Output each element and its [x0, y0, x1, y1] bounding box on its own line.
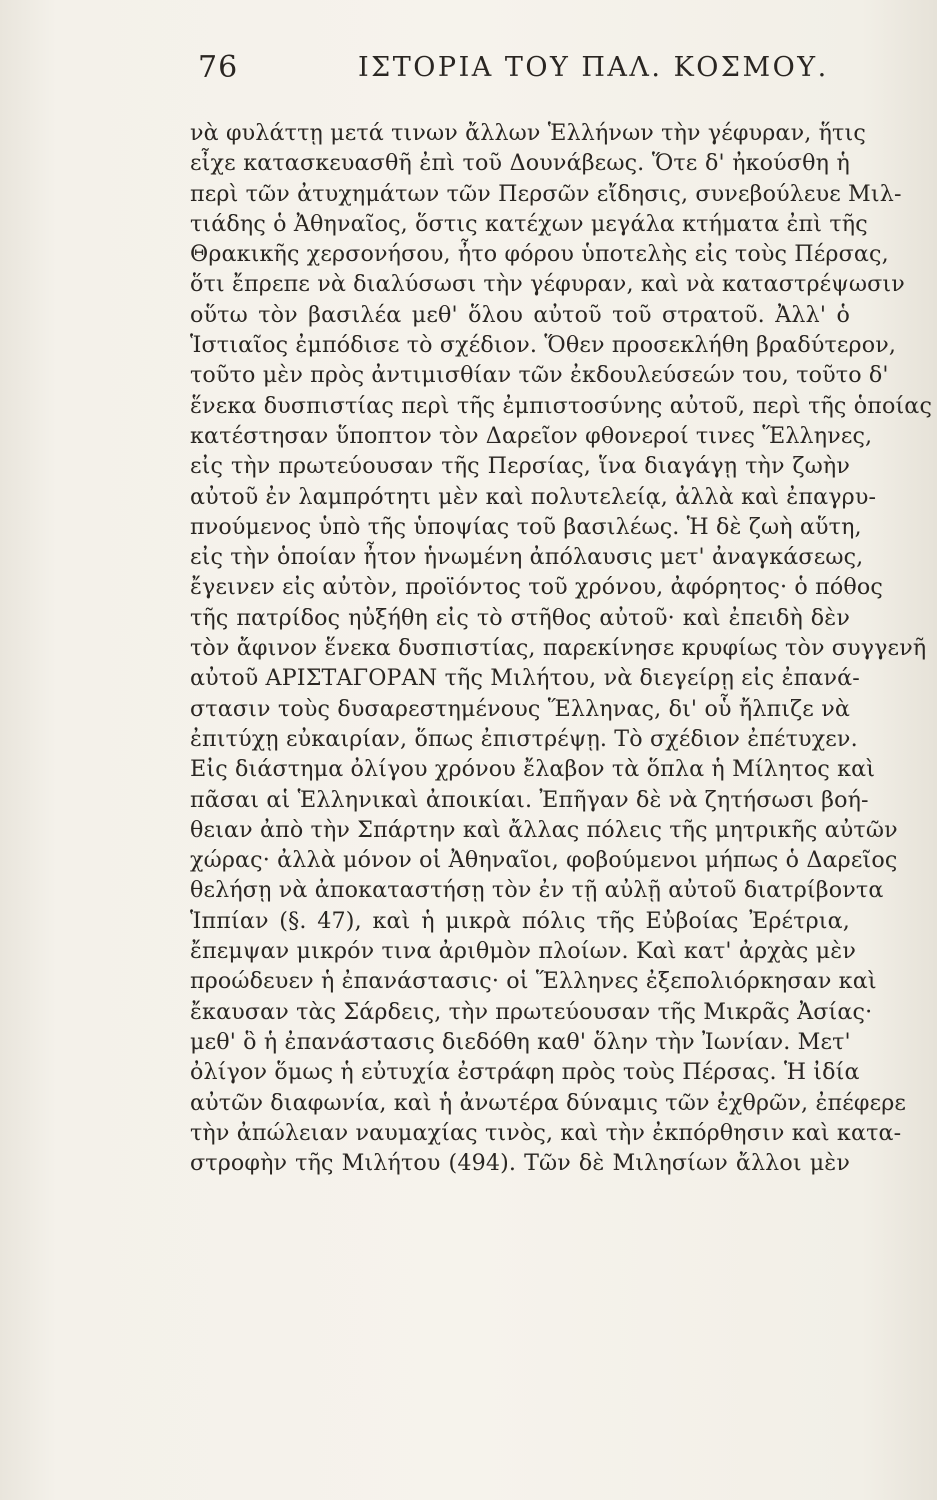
text-line: αὐτοῦ ἐν λαμπρότητι μὲν καὶ πολυτελείᾳ, ἀλλὰ καὶ ἐπαγρυ-	[190, 483, 877, 510]
text-line: πᾶσαι αἱ Ἑλληνικαὶ ἀποικίαι. Ἐπῆγαν δὲ νὰ ζητήσωσι βοή-	[190, 786, 869, 813]
text-line: κατέστησαν ὕποπτον τὸν Δαρεῖον φθονεροί τινες Ἕλληνες,	[190, 422, 873, 449]
text-line: πνούμενος ὑπὸ τῆς ὑποψίας τοῦ βασιλέως. Ἡ δὲ ζωὴ αὕτη,	[190, 513, 862, 540]
text-line: ἐπιτύχῃ εὐκαιρίαν, ὅπως ἐπιστρέψῃ. Τὸ σχέδιον ἐπέτυχεν.	[190, 725, 858, 752]
text-line: θελήσῃ νὰ ἀποκαταστήσῃ τὸν ἐν τῇ αὐλῇ αὐτοῦ διατρίβοντα	[190, 877, 884, 904]
text-line: Ἱστιαῖος ἐμπόδισε τὸ σχέδιον. Ὅθεν προσεκλήθη βραδύτερον,	[190, 332, 897, 359]
text-line: οὕτω τὸν βασιλέα μεθ' ὅλου αὐτοῦ τοῦ στρατοῦ. Ἀλλ' ὁ	[190, 301, 850, 328]
text-line: ἔγεινεν εἰς αὐτὸν, προϊόντος τοῦ χρόνου, ἀφόρητος· ὁ πόθος	[190, 574, 883, 601]
text-line: Ἱππίαν (§. 47), καὶ ἡ μικρὰ πόλις τῆς Εὐβοίας Ἐρέτρια,	[190, 907, 850, 934]
text-line: ἔκαυσαν τὰς Σάρδεις, τὴν πρωτεύουσαν τῆς Μικρᾶς Ἀσίας·	[190, 998, 873, 1025]
text-line: θειαν ἀπὸ τὴν Σπάρτην καὶ ἄλλας πόλεις τῆς μητρικῆς αὐτῶν	[190, 816, 898, 843]
text-line: τῆς πατρίδος ηὐξήθη εἰς τὸ στῆθος αὐτοῦ· καὶ ἐπειδὴ δὲν	[190, 604, 850, 631]
text-line: ὅτι ἔπρεπε νὰ διαλύσωσι τὴν γέφυραν, καὶ νὰ καταστρέψωσιν	[190, 271, 905, 298]
text-line: Θρακικῆς χερσονήσου, ἦτο φόρου ὑποτελὴς εἰς τοὺς Πέρσας,	[190, 241, 889, 268]
page-header	[0, 50, 937, 100]
text-line: στροφὴν τῆς Μιλήτου (494). Τῶν δὲ Μιλησίων ἄλλοι μὲν	[190, 1150, 850, 1177]
text-line: στασιν τοὺς δυσαρεστημένους Ἕλληνας, δι' οὗ ἤλπιζε νὰ	[190, 695, 850, 722]
text-line: εἰς τὴν ὁποίαν ἦτον ἡνωμένη ἀπόλαυσις μετ' ἀναγκάσεως,	[190, 544, 864, 571]
text-line: περὶ τῶν ἀτυχημάτων τῶν Περσῶν εἴδησις, συνεβούλευε Μιλ-	[190, 180, 902, 207]
text-line: νὰ φυλάττῃ μετά τινων ἄλλων Ἑλλήνων τὴν γέφυραν, ἥτις	[190, 120, 866, 146]
text-line: τοῦτο μὲν πρὸς ἀντιμισθίαν τῶν ἐκδουλεύσεών του, τοῦτο δ'	[190, 362, 889, 389]
text-line: ἕνεκα δυσπιστίας περὶ τῆς ἐμπιστοσύνης αὐτοῦ, περὶ τῆς ὁποίας	[190, 392, 933, 419]
text-line: Εἰς διάστημα ὀλίγου χρόνου ἔλαβον τὰ ὅπλα ἡ Μίλητος καὶ	[190, 756, 876, 783]
text-line: χώρας· ἀλλὰ μόνον οἱ Ἀθηναῖοι, φοβούμενοι μήπως ὁ Δαρεῖος	[190, 847, 898, 874]
body-text	[190, 118, 933, 1178]
text-line: αὐτοῦ ΑΡΙΣΤΑΓΟΡΑΝ τῆς Μιλήτου, νὰ διεγείρῃ εἰς ἐπανά-	[190, 665, 860, 692]
text-line: εἶχε κατασκευασθῆ ἐπὶ τοῦ Δουνάβεως. Ὅτε δ' ἠκούσθη ἡ	[190, 150, 850, 177]
page-number: 76	[198, 50, 239, 85]
text-line: ὀλίγον ὅμως ἡ εὐτυχία ἐστράφη πρὸς τοὺς Πέρσας. Ἡ ἰδία	[190, 1059, 860, 1086]
text-line: προώδευεν ἡ ἐπανάστασις· οἱ Ἕλληνες ἐξεπολιόρκησαν καὶ	[190, 968, 877, 995]
running-title: ΙΣΤΟΡΙΑ ΤΟΥ ΠΑΛ. ΚΟΣΜΟΥ.	[358, 52, 829, 83]
text-line: τὴν ἀπώλειαν ναυμαχίας τινὸς, καὶ τὴν ἐκπόρθησιν καὶ κατα-	[190, 1119, 902, 1146]
text-line: ἔπεμψαν μικρόν τινα ἀριθμὸν πλοίων. Καὶ κατ' ἀρχὰς μὲν	[190, 938, 856, 965]
text-line: τιάδης ὁ Ἀθηναῖος, ὅστις κατέχων μεγάλα κτήματα ἐπὶ τῆς	[190, 210, 868, 237]
text-line: αὐτῶν διαφωνία, καὶ ἡ ἀνωτέρα δύναμις τῶν ἐχθρῶν, ἐπέφερε	[190, 1089, 907, 1116]
text-line: τὸν ἄφινον ἕνεκα δυσπιστίας, παρεκίνησε κρυφίως τὸν συγγενῆ	[190, 635, 927, 662]
text-line: εἰς τὴν πρωτεύουσαν τῆς Περσίας, ἵνα διαγάγῃ τὴν ζωὴν	[190, 453, 850, 480]
text-line: μεθ' ὃ ἡ ἐπανάστασις διεδόθη καθ' ὅλην τὴν Ἰωνίαν. Μετ'	[190, 1028, 851, 1055]
